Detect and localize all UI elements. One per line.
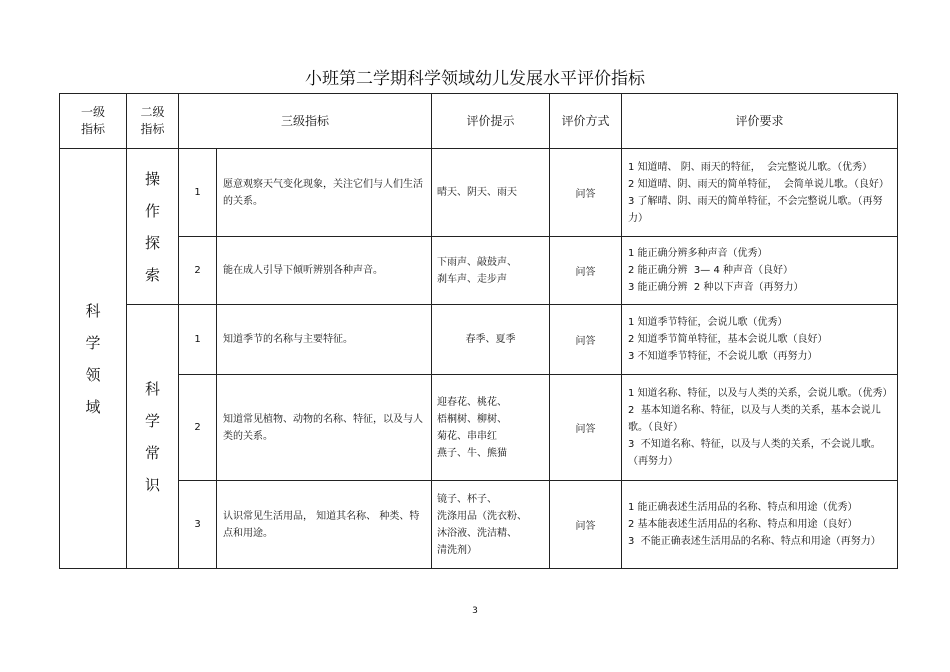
indicator-cell: 知道常见植物、动物的名称、特征，以及与人类的关系。 xyxy=(217,375,432,481)
hint-cell: 镜子、杯子、 洗涤用品（洗衣粉、 沐浴液、洗洁精、 清洗剂） xyxy=(432,481,550,569)
table-row xyxy=(60,305,898,375)
hint-cell: 春季、夏季 xyxy=(432,305,550,375)
requirement-item: 1 能正确分辨多种声音（优秀） xyxy=(628,248,768,259)
hint-cell: 晴天、阴天、雨天 xyxy=(432,149,550,237)
header-method: 评价方式 xyxy=(550,94,622,149)
row-number: 1 xyxy=(179,149,217,237)
hint-cell: 迎春花、桃花、 梧桐树、柳树、 菊花、串串红 燕子、牛、熊猫 xyxy=(432,375,550,481)
indicator-cell: 能在成人引导下倾听辨别各种声音。 xyxy=(217,237,432,305)
requirement-item: 1 知道晴、 阴、雨天的特征， 会完整说儿歌。（优秀） xyxy=(628,161,873,173)
requirement-cell xyxy=(622,305,898,375)
requirement-cell xyxy=(622,375,898,481)
method-cell: 问答 xyxy=(550,481,622,569)
requirement-cell xyxy=(622,481,898,569)
indicator-cell: 认识常见生活用品， 知道其名称、 种类、特点和用途。 xyxy=(217,481,432,569)
level1-cell: 科 学 领 域 xyxy=(60,149,127,569)
row-number: 2 xyxy=(179,375,217,481)
requirement-item: 1 知道名称、特征，以及与人类的关系，会说儿歌。（优秀） xyxy=(628,388,893,399)
requirement-item: 3 不知道名称、特征，以及与人类的关系，不会说儿歌。（再努力） xyxy=(628,439,881,467)
requirement-item: 3 不能正确表述生活用品的名称、特点和用途（再努力） xyxy=(628,536,881,547)
header-level2: 二级 指标 xyxy=(127,94,179,149)
row-number: 2 xyxy=(179,237,217,305)
table-row xyxy=(60,481,898,569)
requirement-item: 1 知道季节特征，会说儿歌（优秀） xyxy=(628,317,788,328)
row-number: 1 xyxy=(179,305,217,375)
page-number: 3 xyxy=(472,606,478,616)
header-hint: 评价提示 xyxy=(432,94,550,149)
table-row xyxy=(60,237,898,305)
header-level3: 三级指标 xyxy=(179,94,432,149)
evaluation-table xyxy=(59,93,898,569)
requirement-item: 3 能正确分辨 2 种以下声音（再努力） xyxy=(628,282,804,293)
header-requirement: 评价要求 xyxy=(622,94,898,149)
requirement-item: 1 能正确表述生活用品的名称、特点和用途（优秀） xyxy=(628,502,858,513)
indicator-cell: 愿意观察天气变化现象，关注它们与人们生活的关系。 xyxy=(217,149,432,237)
requirement-item: 2 基本能表述生活用品的名称、特点和用途（良好） xyxy=(628,519,858,530)
header-row xyxy=(60,94,898,149)
requirement-cell xyxy=(622,237,898,305)
hint-cell: 下雨声、敲鼓声、 刹车声、走步声 xyxy=(432,237,550,305)
requirement-item: 2 知道晴、阴、雨天的简单特征， 会简单说儿歌。（良好） xyxy=(628,178,889,190)
level2-cell: 操 作 探 索 xyxy=(127,149,179,305)
requirement-item: 2 基本知道名称、特征，以及与人类的关系，基本会说儿歌。（良好） xyxy=(628,405,881,433)
document-title: 小班第二学期科学领域幼儿发展水平评价指标 xyxy=(305,69,645,89)
method-cell: 问答 xyxy=(550,305,622,375)
header-level1: 一级 指标 xyxy=(60,94,127,149)
requirement-item: 2 能正确分辨 3— 4 种声音（良好） xyxy=(628,265,793,276)
requirement-item: 3 不知道季节特征，不会说儿歌（再努力） xyxy=(628,351,818,362)
level2-cell: 科 学 常 识 xyxy=(127,305,179,569)
table-row xyxy=(60,375,898,481)
requirement-cell xyxy=(622,149,898,237)
requirement-item: 3 了解晴、阴、雨天的简单特征，不会完整说儿歌。（再努力） xyxy=(628,195,883,224)
row-number: 3 xyxy=(179,481,217,569)
method-cell: 问答 xyxy=(550,149,622,237)
method-cell: 问答 xyxy=(550,237,622,305)
indicator-cell: 知道季节的名称与主要特征。 xyxy=(217,305,432,375)
method-cell: 问答 xyxy=(550,375,622,481)
requirement-item: 2 知道季节简单特征，基本会说儿歌（良好） xyxy=(628,334,828,345)
table-row xyxy=(60,149,898,237)
